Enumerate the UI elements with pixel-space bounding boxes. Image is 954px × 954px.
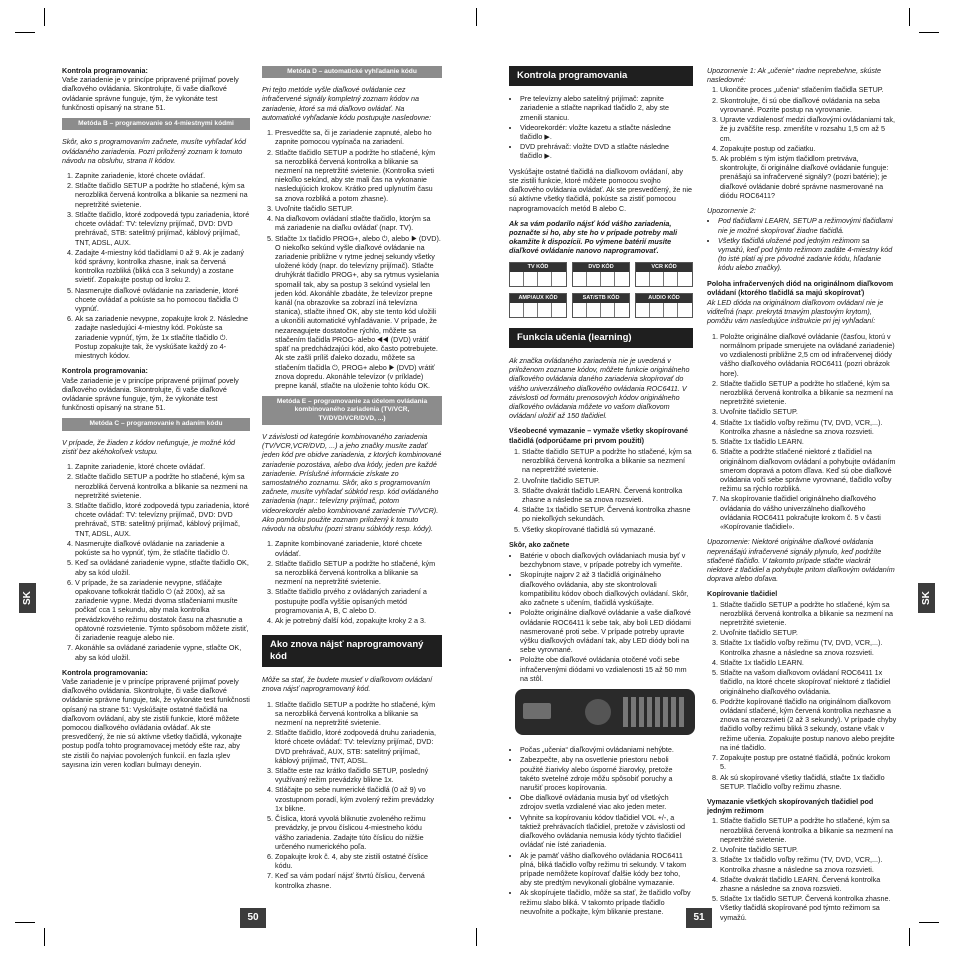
list-item: 1. Zapnite zariadenie, ktoré chcete ovládať. [75,462,250,471]
list-item: • Zabezpečte, aby na osvetlenie priestoru neboli použité žiarivky alebo úsporné žiarovky, pretože takéto svetelné zdroje môžu spôsobiť poruchy a narušiť proces kopírovania. [520,755,693,792]
section-header-check: Kontrola programovania [509,66,693,86]
crop-mark [15,922,35,923]
list-item: 6. Ak sa zariadenie nevypne, zopakujte krok 2. Následne zadajte nasledujúci 4-miestny kód. Pokúste sa zariadenie vypnúť, tým, že 1x stlačíte tlačidlo ⏻. Postup zopakujte tak, že vyskúšate každý zo 4-miestnych kódov. [75,314,250,360]
column-2 [262,66,442,896]
list-item: 5. Nasmerujte diaľkové ovládanie na zariadenie, ktoré chcete ovládať a pokúste sa ho pomocou tlačidla ⏻ vypnúť. [75,286,250,314]
note-text: Ak sa vám podarilo nájsť kód vášho zariadenia, poznačte si ho, aby ste ho v prípade potreby mali okamžite k dispozícii. Po výmene batérií musíte diaľkové ovládanie nanovo naprogramovať. [509,218,678,256]
section-bar-method-d: Metóda D – automatické vyhľadanie kódu [262,66,442,78]
code-box [509,293,567,318]
column-1 [62,66,250,775]
list-item: 6. Zopakujte krok č. 4, aby ste zistili ostatné číslice kódu. [275,852,442,870]
bullets-check [509,94,693,161]
paragraph-text: Vyskúšajte ostatné tlačidlá na diaľkovom ovládaní, aby ste zistili funkcie, ktoré môžete pomocou svojho diaľkového ovládania ovládať. Ak ste presvedčený, že nie sú aktívne všetky tlačidlá, pokúste sa zistiť pomocou naprogramovacích metód B alebo C. [509,166,692,213]
language-tab-right: SK [918,583,935,613]
paragraph [62,66,250,112]
list-item: 3. Stlačte dvakrát tlačidlo LEARN. Červená kontrolka zhasne a následne sa znova rozsvieti. [522,486,693,504]
list-item: 4. Nasmerujte diaľkové ovládanie na zariadenie a pokúste sa ho vypnúť, tým, že stlačíte tlačidlo ⏻. [75,539,250,557]
list-item: • Pod tlačidlami LEARN, SETUP a režimovými tlačidlami nie je možné skopírovať žiadne tlačidlá. [718,216,897,234]
list-item: 1. Stlačte tlačidlo SETUP a podržte ho stlačené, kým sa nerozbliká červená kontrolka a blikanie sa nezmení na nepretržité svietenie. [275,700,442,728]
list-item: 8. Ak sú skopírované všetky tlačidlá, stlačte 1x tlačidlo SETUP. Tlačidlo voľby režimu zhasne. [720,773,897,791]
list-item: 3. Stlačte tlačidlo, ktoré zodpovedá typu zariadenia, ktoré chcete ovládať: TV: televízny prijímač, DVD: DVD prehrávač, STB: satelitný prijímač, káblový prijímač, TNT, ADSL, AUX. [75,210,250,247]
page-number-right: 51 [686,908,712,928]
code-box [635,293,693,318]
page-number-left: 50 [240,908,266,928]
list-item: 2. Uvoľnite tlačidlo SETUP. [522,476,693,485]
paragraph-title: Kontrola programovania: [62,66,148,75]
crop-mark [476,928,477,946]
list-item: 1. Presvedčte sa, či je zariadenie zapnuté, alebo ho zapnite pomocou vypínača na zariadení. [275,128,442,146]
remote-control-illustration [515,689,695,735]
steps-list-e [262,539,442,625]
paragraph [62,366,250,412]
subheading: Všeobecné vymazanie – vymaže všetky skopírované tlačidlá (odporúčame pri prvom použití) [509,426,688,445]
list-item: 2. Uvoľnite tlačidlo SETUP. [720,845,897,854]
list-item: • Batérie v oboch diaľkových ovládaniach musia byť v bezchybnom stave, v prípade potreby ich vymeňte. [520,551,693,569]
list-item: 2. Stlačte tlačidlo SETUP a podržte ho stlačené, kým sa nerozbliká červená kontrolka a blikanie sa nezmeni na nepretržité svietenie. [75,472,250,500]
list-item: 5. Číslica, ktorá vyvolá bliknutie zvoleného režimu prevádzky, je prvou číslicou 4-miestneho kódu vášho zariadenia. Zadajte túto číslicu do nižšie určeného numerického poľa. [275,814,442,851]
list-item: 6. Podržte kopírované tlačidlo na originálnom diaľkovom ovládaní stlačené, kým červená kontrolka nezhasne a znova sa nerozsvieti (2 až 3 sekundy). V prípade chyby tlačidlo voľby režimu bliká 3 sekundy, ostane však v režime učenia. Zopakujte postup nanovo alebo prejdite na iné tlačidlo. [720,697,897,752]
paragraph-text: Vaše zariadenie je v princípe pripravené prijímať povely diaľkového ovládania. Skontrolujte, či vaše diaľkové ovládanie správne funguje, tým, že vykonáte test funkčnosti opísaný na strane 51. [62,375,239,413]
subheading: Vymazanie všetkých skopírovaných tlačidiel pod jedným režimom [707,796,874,816]
list-item: 1. Stlačte tlačidlo SETUP a podržte ho stlačené, kým sa nerozbliká červená kontrolka a blikanie sa nezmení na nepretržité svietenie. [720,816,897,844]
section-bar-method-b: Metóda B – programovanie so 4-miestnymi kódmi [62,118,250,130]
section-header-find-code: Ako znova nájsť naprogramovaný kód [262,635,442,667]
list-item: • DVD prehrávač: vložte DVD a stlačte následne tlačidlo ▶. [520,142,693,160]
bullets-learning-tips [509,745,693,916]
code-box-label: AUDIO KÓD [636,294,692,303]
list-item: 3. Upravte vzdialenosť medzi diaľkovými ovládaniami tak, že ju zväčšíte resp. zmenšíte v rozsahu 1,5 cm až 5 cm. [720,115,897,143]
intro-text: Skôr, ako s programovaním začnete, musíte vyhľadať kód ovládaného zariadenia. Pozri priložený zoznam k tomuto návodu na obsluhu, strana II kódov. [62,137,246,165]
crop-mark [44,928,45,946]
list-item: • Ak skopírujete tlačidlo, môže sa stať, že tlačidlo voľby režimu slabo bliká. V takomto prípade tlačidlo neuvoľnite a počkajte, kým blikanie prestane. [520,888,693,916]
list-item: 7. Akonáhle sa ovládané zariadenie vypne, stlačte OK, aby sa kód uložil. [75,643,250,661]
code-box [572,293,630,318]
list-item: • Ak je pamäť vášho diaľkového ovládania ROC6411 plná, bliká tlačidlo voľby režimu tri sekundy. V takom prípade nemôžete kopírovať ďalšie kódy bez toho, aby ste predtým nevykonali globálne vymazanie. [520,851,693,888]
list-item: 1. Ukončite proces „učenia“ stlačením tlačidla SETUP. [720,85,897,94]
list-item: 1. Zapnite kombinované zariadenie, ktoré chcete ovládať. [275,539,442,557]
list-item: 4. Zadajte 4-miestny kód tlačidlami 0 až 9. Ak je zadaný kód správny, kontrolka zhasne, inak sa červená kontrolka rozbliká (bliká cca 3 sekundy) a zostane svietiť. Zopakujte postup od kroku 2. [75,248,250,285]
list-item: 4. Ak je potrebný ďalší kód, zopakujte kroky 2 a 3. [275,616,442,625]
section-header-learning: Funkcia učenia (learning) [509,328,693,348]
list-item: 4. Stlačte 1x tlačidlo SETUP. Červená kontrolka zhasne po niekoľkých sekundách. [522,505,693,523]
list-item: 5. Stlačte 1x tlačidlo SETUP. Červená kontrolka zhasne. Všetky tlačidlá skopírované pod týmto režimom sa vymažú. [720,894,897,922]
steps-list-erase [509,447,693,534]
list-item: • Všetky tlačidlá uložené pod jedným režimom sa vymažú, keď pod týmto režimom zadáte 4-miestny kód (to isté platí aj pre pôvodné zadanie kódu, hľadanie kódu alebo značky). [718,236,897,273]
list-item: 2. Stlačte tlačidlo SETUP a podržte ho stlačené, kým sa nerozbliká červená kontrolka a blikanie sa nezmení na nepretržité svietenie. [275,559,442,587]
list-item: 3. Stlačte tlačidlo, ktoré zodpovedá typu zariadenia, ktoré chcete ovládať: TV: televízny prijímač, DVD: DVD prehrávač, STB: satelitný prijímač, káblový prijímač, TNT, ADSL, AUX. [75,501,250,538]
list-item: 5. Keď sa ovládané zariadenie vypne, stlačte tlačidlo OK, aby sa kód uložil. [75,558,250,576]
list-item: • Položte obe diaľkové ovládania otočené voči sebe infračervenými diódami vo vzdialenosti 15 až 50 mm na stôl. [520,655,693,683]
paragraph-text: Vaše zariadenie je v princípe pripravené prijímať povely diaľkového ovládania. Skontrolujte, či vaše diaľkové ovládanie správne funguje, tak, že vykonáte test funkčnosti opísaný na strane 51: Vyskúšajte ostatné tlačidlá na diaľkovom ovládaní, aby ste zistili funkcie, ktoré môžete pomocou diaľkového ovládania ovládať. Ak ste presvedčený, že nie sú aktívne všetky tlačidlá, vykonajte postup podľa tohto programovacej metódy ešte raz, aby ste zistili čo najviac povolených funkcií. en fazla ışlev sayısına izin veren kodları bulmayı deneyin. [62,676,250,769]
crop-mark [476,8,477,26]
list-item: 2. Stlačte tlačidlo SETUP a podržte ho stlačené, kým sa nerozblikä červená kontrolka a blikanie sa nezmeni na nepretržité svietenie. [75,181,250,209]
list-item: 4. Stlačte dvakrát tlačidlo LEARN. Červená kontrolka zhasne a následne sa znova rozsvieti. [720,875,897,893]
crop-mark [909,928,910,946]
crop-mark [919,32,939,33]
code-box [572,262,630,287]
list-item: 1. Stlačte tlačidlo SETUP a podržte ho stlačené, kým sa nerozbliká červená kontrolka a blikanie sa nezmení na nepretržité svietenie. [522,447,693,475]
list-item: 4. Stláčajte po sebe numerické tlačidlá (0 až 9) vo vzostupnom poradí, kým zvolený režim prevádzky 1x blikne. [275,785,442,813]
subheading: Kopírovanie tlačidiel [707,589,778,599]
bullets-note2 [707,216,897,272]
intro-text: Ak značka ovládaného zariadenia nie je uvedená v priloženom zozname kódov, môžete funkcie originálneho diaľkového ovládania daného zariadenia skopírovať do vášho univerzálneho diaľkového ovládania ROC6411. V závislosti od formátu prenosových kódov originálneho diaľkového ovládania môžete vo vašom diaľkovom ovládaní uložiť až 150 tlačidiel. [509,355,690,421]
list-item: 3. Stlačte este raz krátko tlačidlo SETUP, posledný využívaný režim prevádzky blikne 1x. [275,766,442,784]
steps-list-position [707,332,897,532]
note-text: Upozornenie: Niektoré originálne diaľkové ovládania neprenášajú infračervené signály plynulo, keď podržíte stlačené tlačidlo. V takomto prípade stlačte viackrát niektoré z tlačidiel a pohybujte pritom diaľkovým ovládaním doprava alebo doľava. [707,537,895,584]
list-item: 3. Stlačte 1x tlačidlo voľby režimu (TV, DVD, VCR,...). Kontrolka zhasne a následne sa znova rozsvieti. [720,855,897,873]
list-item: 1. Zapnite zariadenie, ktoré chcete ovládať. [75,171,250,180]
intro-text: Pri tejto metóde vyšle diaľkové ovládanie cez infračervené signály kompletný zoznam kódov na zariadenie, ktoré sa má diaľkovo ovládať. Na automatické vyhľadanie kódu postupujte nasledovne: [262,85,432,122]
list-item: 5. Stlačte 1x tlačidlo PROG+, alebo ⏻, alebo ▶ (DVD). O niekoľko sekúnd vyšle diaľkové ovládanie na zariadenie približne v rytme jednej sekundy všetky uložené kódy (napr. do televízny prijímač). Stlačte druhýkrát tlačidlo PROG+, aby sa rytmus vysielania spomalil tak, aby sa postup 3 sekúnd vysielal len jeden kód. Akonáhle zbadáte, že televízor prepne kanál (na obrazovke sa zobrazí iná televízna stanica), stlačte ihneď OK, aby ste tento kód uložili a ukončili automatické vyhľadávanie. V prípade, že nezareagujete dostatočne rýchlo, môžete sa stlačením tlačidla PROG- alebo ◀◀ (DVD) vrátiť späť na predchádzajúci kód, ako často potrebujete. Ak ste zašli príliš ďaleko dozadu, môžete sa stlačením tlačidla ⏻, PROG+ alebo ▶ (DVD) vrátiť znova dopredu. Akonáhle televízor (v príklade) prepne kanál, stlačte na uloženie tohto kódu OK. [275,234,442,391]
subheading: Poloha infračervených diód na originálnom diaľkovom ovládaní (ktorého tlačidlá sa majú skopírovať) [707,278,894,297]
crop-mark [909,8,910,26]
list-item: 7. Zopakujte postup pre ostatné tlačidlá, počnúc krokom 5. [720,753,897,771]
steps-list-b [62,171,250,360]
paragraph-title: Kontrola programovania: [62,667,148,677]
code-box-label: AMP/AUX KÓD [510,294,566,303]
crop-mark [44,8,45,26]
note-heading: Upozornenie 1: Ak „učenie“ riadne neprebehne, skúste nasledovné: [707,66,881,85]
crop-mark [15,32,35,33]
list-item: 5. Všetky skopírované tlačidlá sú vymazané. [522,525,693,534]
list-item: 3. Stlačte tlačidlo prvého z ovládaných zariadení a postupujte podľa vyššie opísaných metód programovania A, B, C alebo D. [275,587,442,615]
intro-text: Môže sa stať, že budete musieť v diaľkovom ovládaní znova nájsť naprogramovaný kód. [262,675,433,694]
section-bar-method-c: Metóda C – programovanie h adaním kódu [62,418,250,430]
code-box-label: VCR KÓD [636,263,692,272]
list-item: 2. Stlačte tlačidlo SETUP a podržte ho stlačené, kým sa nerozbliká červená kontrolka a blikanie sa nezmení na nepretržité svietenie. [720,379,897,407]
list-item: • Skopírujte najprv 2 až 3 tlačidlá originálneho diaľkového ovládania, aby ste skontrolovali kompatibilitu kódov oboch diaľkových ovládaní. Skôr, ako začnete s učením, tlačidlá vyskúšajte. [520,570,693,607]
paragraph [62,668,250,769]
code-box-label: SAT/STB KÓD [573,294,629,303]
list-item: 3. Uvoľnite tlačidlo SETUP. [720,407,897,416]
list-item: 5. Stlačte 1x tlačidlo LEARN. [720,437,897,446]
steps-list-d [262,128,442,390]
code-box-label: DVD KÓD [573,263,629,272]
column-4 [707,66,897,928]
paragraph-title: Kontrola programovania: [62,366,148,376]
code-box-label: TV KÓD [510,263,566,272]
intro-text: V závislosti od kategórie kombinovaného zariadenia (TV/VCR,VCR/DVD, ...) a jeho značky musíte zadať jeden kód pre obidve zariadenia, z ktorých kombinované zariadenie pozostáva, alebo dva kódy, jeden pre každé zariadenie. Príslušné informácie získate zo samostatného zoznamu. Skôr, ako s programovaním začnete, musíte vyhľadať súbkód resp. kód ovládaného zariadenia (napr.: televízny prijímač, potom videorekordér alebo kombinované zariadenie TV/VCR). Ako pomôcku použite zoznam priložený k tomuto návodu na obsluhu (pozri stranu súbkódy resp. kódy). [262,431,442,534]
list-item: 3. Stlačte 1x tlačidlo voľby režimu (TV, DVD, VCR,...). Kontrolka zhasne a následne sa znova rozsvieti. [720,638,897,656]
list-item: 7. Keď sa vám podarí nájsť štvrtú číslicu, červená kontrolka zhasne. [275,871,442,889]
column-3 [509,66,693,922]
list-item: 2. Stlačte tlačidlo SETUP a podržte ho stlačené, kým sa nerozbliká červená kontrolka a blikanie sa nezmení na nepretržité svietenie. (Kontrolka svieti niekoľko sekúnd, aby ste mali čas na vykonanie nasledujúcich krokov. Krátko pred uplynutím času sa znova rozbliká a potom zhasne). [275,148,442,203]
section-bar-method-e: Metóda E – programovanie za účelom ovládania kombinovaného zariadenia (TV/VCR, TV/DVD/VCR/DVD, ...) [262,396,442,425]
steps-list-f [262,700,442,890]
list-item: 2. Stlačte tlačidlo, ktoré zodpovedá druhu zariadenia, ktoré chcete ovládať: TV: televízny prijímač, DVD: DVD prehrávač, AUX, STB: satelitný prijímač, káblový prijímač, TNT, ADSL. [275,728,442,765]
crop-mark [919,922,939,923]
language-tab-left: SK [19,583,36,613]
list-item: 4. Stlačte 1x tlačidlo LEARN. [720,658,897,667]
list-item: • Vyhnite sa kopírovaniu kódov tlačidiel VOL +/-, a taktiež prehrávacích tlačidiel, pretože v závislosti od diaľkového ovládania nemusia kódy týchto tlačidiel ovládať nie ísté zariadenia. [520,813,693,850]
list-item: 5. Stlačte na vašom diaľkovom ovládaní ROC6411 1x tlačidlo, na ktoré chcete skopírovať niektoré z tlačidiel originálneho diaľkového ovládania. [720,668,897,696]
list-item: • Videorekordér: vložte kazetu a stlačte následne tlačidlo ▶. [520,123,693,141]
list-item: 3. Uvoľnite tlačidlo SETUP. [275,204,442,213]
steps-list-note1 [707,85,897,200]
subheading: Skôr, ako začnete [509,539,570,549]
list-item: • Pre televízny alebo satelitný prijímač: zapnite zariadenie a stlačte naprikad tlačidlo 2, aby ste zmenili stanicu. [520,94,693,122]
code-box [635,262,693,287]
list-item: 1. Stlačte tlačidlo SETUP a podržte ho stlačené, kým sa nerozbliká červená kontrolka a blikanie sa nezmení na nepretržité svietenie. [720,600,897,628]
list-item: 6. Stlačte a podržte stlačené niektoré z tlačidiel na originálnom diaľkovom ovládaní a pohybujte ovládaním smerom dopravá a potom ďľava. Keď sú obe diaľkové ovládania voči sebe správne vyrovnané, tlačidlo voľby režimu sa rýchlo rozbliká. [720,447,897,493]
list-item: • Položte originálne diaľkové ovládanie a vaše diaľkové ovládanie ROC6411 k sebe tak, aby boli LED diódami nasmerované proti sebe. V prípade potreby upravte výšku diaľkových ovládaní tak, aby LED diódy boli na sebe vyrovnané. [520,608,693,654]
paragraph-text: Vaše zariadenie je v princípe pripravené prijímať povely diaľkového ovládania. Skontrolujte, či vaše diaľkové ovládanie správne funguje, tým, že vykonáte test funkčnosti opísaný na strane 51. [62,75,239,112]
list-item: 4. Zopakujte postup od začiatku. [720,144,897,153]
intro-text: V prípade, že žiaden z kódov nefunguje, je možné kód zistiť bez akéhokoľvek vstupu. [62,437,236,456]
intro-text: Ak LED dióda na originálnom diaľkovom ovládaní nie je viditeľná (napr. prekrytá tmavým plastovým krytom), pomôžu vám nasledujúce inštrukcie pri jej vyhľadaní: [707,298,884,326]
list-item: 1. Položte originálne diaľkové ovládanie (časťou, ktorú v normálnom prípade smerujete na ovládané zariadenie) vo vzdialenosti približne 2,5 cm od infračervenej diódy vášho diaľkového ovládania ROC6411 (pozri obrázok hore). [720,332,897,378]
list-item: 4. Na diaľkovom ovládaní stlačte tlačidlo, ktorým sa má zariadenie na diaľku ovládať (napr. TV). [275,214,442,232]
list-item: • Počas „učenia“ diaľkovými ovládaniami nehýbte. [520,745,693,754]
steps-list-c [62,462,250,662]
list-item: 7. Na skopírovanie tlačidiel originálneho diaľkového ovládania do vášho univerzálneho diaľkového ovládania ROC6411 pokračujte krokom č. 5 v časti «Kopírovanie tlačidiel». [720,494,897,531]
list-item: 4. Stlačte 1x tlačidlo voľby režimu (TV, DVD, VCR,...). Kontrolka zhasne a následne sa znova rozsvieti. [720,418,897,436]
code-boxes [509,262,693,318]
steps-list-erase-mode [707,816,897,921]
list-item: 5. Ak problém s tým istým tlačidlom pretrváva, skontrolujte, či originálne diaľkové ovládanie funguje: prenášajú sa infračervené signály? (pozri batérie); je diaľkové ovládanie dobré správne nasmerované na diódu ROC6411? [720,154,897,200]
list-item: 2. Uvoľnite tlačidlo SETUP. [720,628,897,637]
bullets-before [509,551,693,683]
steps-list-copy [707,600,897,791]
list-item: • Obe diaľkové ovládania musia byť od všetkých zdrojov svetla vzdialené viac ako jeden meter. [520,793,693,811]
note-heading: Upozornenie 2: [707,206,756,216]
list-item: 2. Skontrolujte, či sú obe diaľkové ovládania na seba vyrovnané. Pozrite postup na vyrovnanie. [720,96,897,114]
code-box [509,262,567,287]
list-item: 6. V prípade, že sa zariadenie nevypne, stláčajte opakovane tofkokrát tlačidlo ⏻ (až 200x), až sa zariadenie vypne. Medzi dvoma stlačeniami musíte počkať cca 1 sekundu, aby mala kontrolka prevádzkového režimu dostatok času na zhasnutie a opätovné rozsvietenie. Týmto spôsobom môžete zistiť, či zariadenie reaguje alebo nie. [75,578,250,643]
